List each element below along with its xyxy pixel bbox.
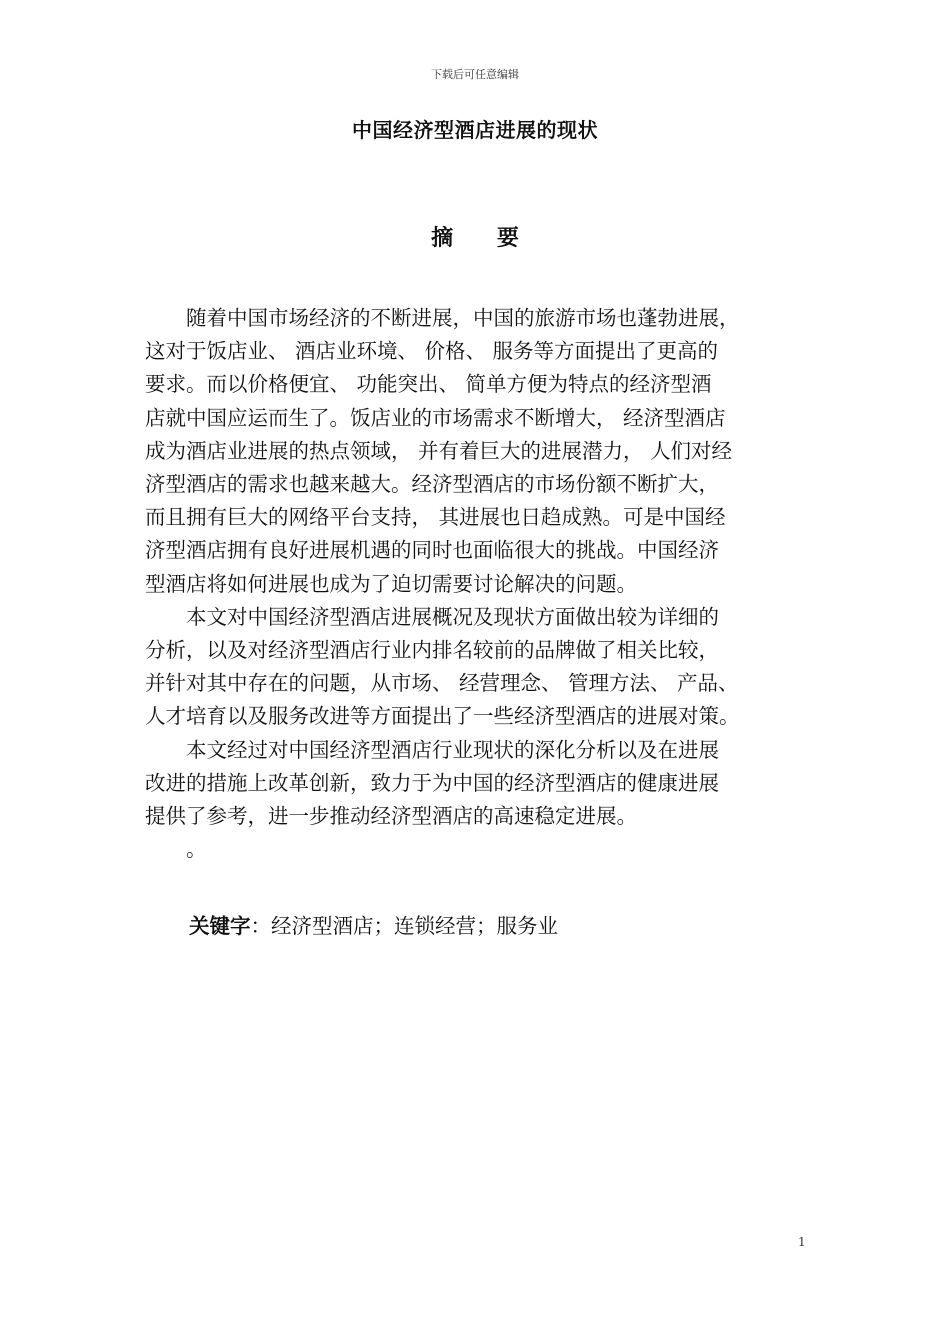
keywords-label: 关键字 xyxy=(189,914,251,938)
abstract-body xyxy=(145,302,825,866)
paragraph-line: 济型酒店的需求也越来越大。经济型酒店的市场份额不断扩大， xyxy=(145,472,719,497)
abstract-paragraph-4 xyxy=(145,833,825,866)
paragraph-line: 本文经过对中国经济型酒店行业现状的深化分析以及在进展 xyxy=(186,737,719,762)
paragraph-line: 随着中国市场经济的不断进展，中国的旅游市场也蓬勃进展， xyxy=(186,306,740,330)
keywords-line xyxy=(189,910,558,943)
abstract-heading: 摘 要 xyxy=(431,226,537,251)
paragraph-line: 这对于饭店业、 酒店业环境、 价格、 服务等方面提出了更高的 xyxy=(145,339,719,364)
paragraph-line: 成为酒店业进展的热点领域， 并有着巨大的进展潜力， 人们对经 xyxy=(145,438,733,463)
paragraph-line: 。 xyxy=(186,837,207,862)
paragraph-line: 改进的措施上改革创新，致力于为中国的经济型酒店的健康进展 xyxy=(145,770,719,795)
page-header-note: 下载后可任意编辑 xyxy=(431,68,519,81)
paragraph-line: 济型酒店拥有良好进展机遇的同时也面临很大的挑战。中国经济 xyxy=(145,538,719,563)
paragraph-line: 而且拥有巨大的网络平台支持， 其进展也日趋成熟。可是中国经 xyxy=(145,505,726,530)
paragraph-line: 店就中国应运而生了。饭店业的市场需求不断增大， 经济型酒店 xyxy=(145,405,726,430)
paragraph-line: 提供了参考，进一步推动经济型酒店的高速稳定进展。 xyxy=(145,804,637,829)
paragraph-line: 型酒店将如何进展也成为了迫切需要讨论解决的问题。 xyxy=(145,571,637,596)
paragraph-line: 人才培育以及服务改进等方面提出了一些经济型酒店的进展对策。 xyxy=(145,704,740,729)
page-number: 1 xyxy=(798,1235,806,1249)
abstract-paragraph-3 xyxy=(145,734,825,834)
paragraph-line: 本文对中国经济型酒店进展概况及现状方面做出较为详细的 xyxy=(186,604,719,629)
paragraph-line: 并针对其中存在的问题，从市场、 经营理念、 管理方法、 产品、 xyxy=(145,671,739,696)
document-title: 中国经济型酒店进展的现状 xyxy=(352,118,598,142)
paragraph-line: 要求。而以价格便宜、 功能突出、 简单方便为特点的经济型酒 xyxy=(145,372,712,397)
paragraph-line: 分析，以及对经济型酒店行业内排名较前的品牌做了相关比较， xyxy=(145,638,719,663)
keywords-text: ：经济型酒店；连锁经营；服务业 xyxy=(250,914,558,938)
abstract-paragraph-1 xyxy=(145,302,825,601)
abstract-paragraph-2 xyxy=(145,601,825,734)
